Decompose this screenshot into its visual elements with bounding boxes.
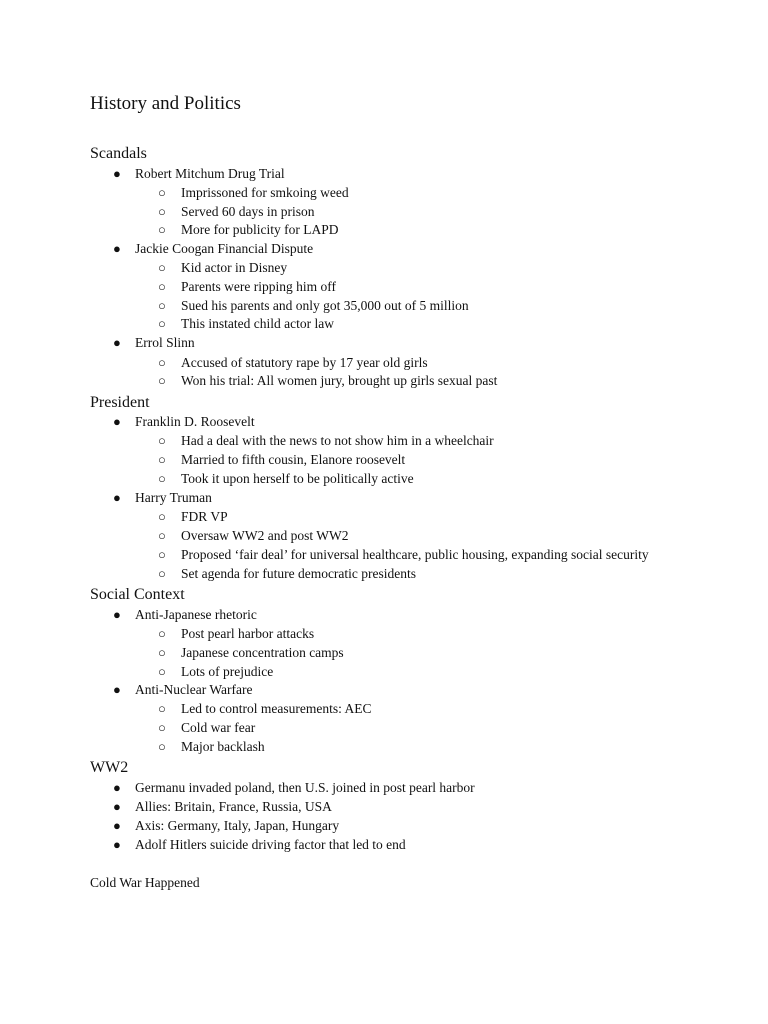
list-item: Robert Mitchum Drug Trial [135, 166, 285, 181]
sub-list-item: Had a deal with the news to not show him in a wheelchair [181, 433, 494, 448]
hollow-bullet-icon: ○ [158, 433, 166, 448]
list-item: Errol Slinn [135, 335, 195, 350]
list-item: Anti-Nuclear Warfare [135, 682, 253, 697]
list-item: Jackie Coogan Financial Dispute [135, 241, 314, 256]
section-heading-scandals: Scandals [90, 145, 147, 162]
hollow-bullet-icon: ○ [158, 528, 166, 543]
sub-list-item: Parents were ripping him off [181, 279, 336, 294]
sub-list-item: Japanese concentration camps [181, 645, 344, 660]
bullet-icon: ● [113, 682, 121, 697]
hollow-bullet-icon: ○ [158, 452, 166, 467]
sub-list-item: Led to control measurements: AEC [181, 701, 372, 716]
hollow-bullet-icon: ○ [158, 720, 166, 735]
hollow-bullet-icon: ○ [158, 645, 166, 660]
hollow-bullet-icon: ○ [158, 471, 166, 486]
list-item: Axis: Germany, Italy, Japan, Hungary [135, 818, 340, 833]
bullet-icon: ● [113, 490, 121, 505]
hollow-bullet-icon: ○ [158, 701, 166, 716]
bullet-icon: ● [113, 607, 121, 622]
bullet-icon: ● [113, 166, 121, 181]
section-heading-president: President [90, 394, 150, 411]
hollow-bullet-icon: ○ [158, 626, 166, 641]
bullet-icon: ● [113, 799, 121, 814]
hollow-bullet-icon: ○ [158, 547, 166, 562]
hollow-bullet-icon: ○ [158, 279, 166, 294]
sub-list-item: Married to fifth cousin, Elanore roosevelt [181, 452, 406, 467]
sub-list-item: Kid actor in Disney [181, 260, 288, 275]
hollow-bullet-icon: ○ [158, 739, 166, 754]
list-item: Adolf Hitlers suicide driving factor that led to end [135, 837, 406, 852]
hollow-bullet-icon: ○ [158, 373, 166, 388]
list-item: Germanu invaded poland, then U.S. joined in post pearl harbor [135, 780, 475, 795]
sub-list-item: Lots of prejudice [181, 664, 274, 679]
sub-list-item: Imprissoned for smkoing weed [181, 185, 349, 200]
list-item: Harry Truman [135, 490, 212, 505]
bullet-icon: ● [113, 818, 121, 833]
hollow-bullet-icon: ○ [158, 566, 166, 581]
bullet-icon: ● [113, 837, 121, 852]
sub-list-item: Post pearl harbor attacks [181, 626, 315, 641]
sub-list-item: More for publicity for LAPD [181, 222, 339, 237]
sub-list-item: Set agenda for future democratic presidents [181, 566, 417, 581]
list-item: Anti-Japanese rhetoric [135, 607, 257, 622]
list-item: Allies: Britain, France, Russia, USA [135, 799, 332, 814]
hollow-bullet-icon: ○ [158, 204, 166, 219]
hollow-bullet-icon: ○ [158, 260, 166, 275]
bullet-icon: ● [113, 780, 121, 795]
sub-list-item: Won his trial: All women jury, brought up girls sexual past [181, 373, 498, 388]
section-heading-ww2: WW2 [90, 759, 129, 776]
closing-paragraph: Cold War Happened [90, 875, 200, 890]
sub-list-item: Proposed ‘fair deal’ for universal healthcare, public housing, expanding social security [181, 547, 649, 562]
list-item: Franklin D. Roosevelt [135, 414, 255, 429]
hollow-bullet-icon: ○ [158, 664, 166, 679]
sub-list-item: FDR VP [181, 509, 228, 524]
hollow-bullet-icon: ○ [158, 222, 166, 237]
sub-list-item: Major backlash [181, 739, 265, 754]
document-title: History and Politics [90, 93, 241, 114]
hollow-bullet-icon: ○ [158, 316, 166, 331]
sub-list-item: Cold war fear [181, 720, 256, 735]
sub-list-item: Sued his parents and only got 35,000 out of 5 million [181, 298, 469, 313]
bullet-icon: ● [113, 241, 121, 256]
hollow-bullet-icon: ○ [158, 298, 166, 313]
bullet-icon: ● [113, 335, 121, 350]
bullet-icon: ● [113, 414, 121, 429]
section-heading-social-context: Social Context [90, 586, 185, 603]
hollow-bullet-icon: ○ [158, 509, 166, 524]
sub-list-item: Served 60 days in prison [181, 204, 315, 219]
hollow-bullet-icon: ○ [158, 185, 166, 200]
hollow-bullet-icon: ○ [158, 355, 166, 370]
sub-list-item: Took it upon herself to be politically active [181, 471, 414, 486]
sub-list-item: Accused of statutory rape by 17 year old girls [181, 355, 428, 370]
sub-list-item: This instated child actor law [181, 316, 334, 331]
sub-list-item: Oversaw WW2 and post WW2 [181, 528, 349, 543]
